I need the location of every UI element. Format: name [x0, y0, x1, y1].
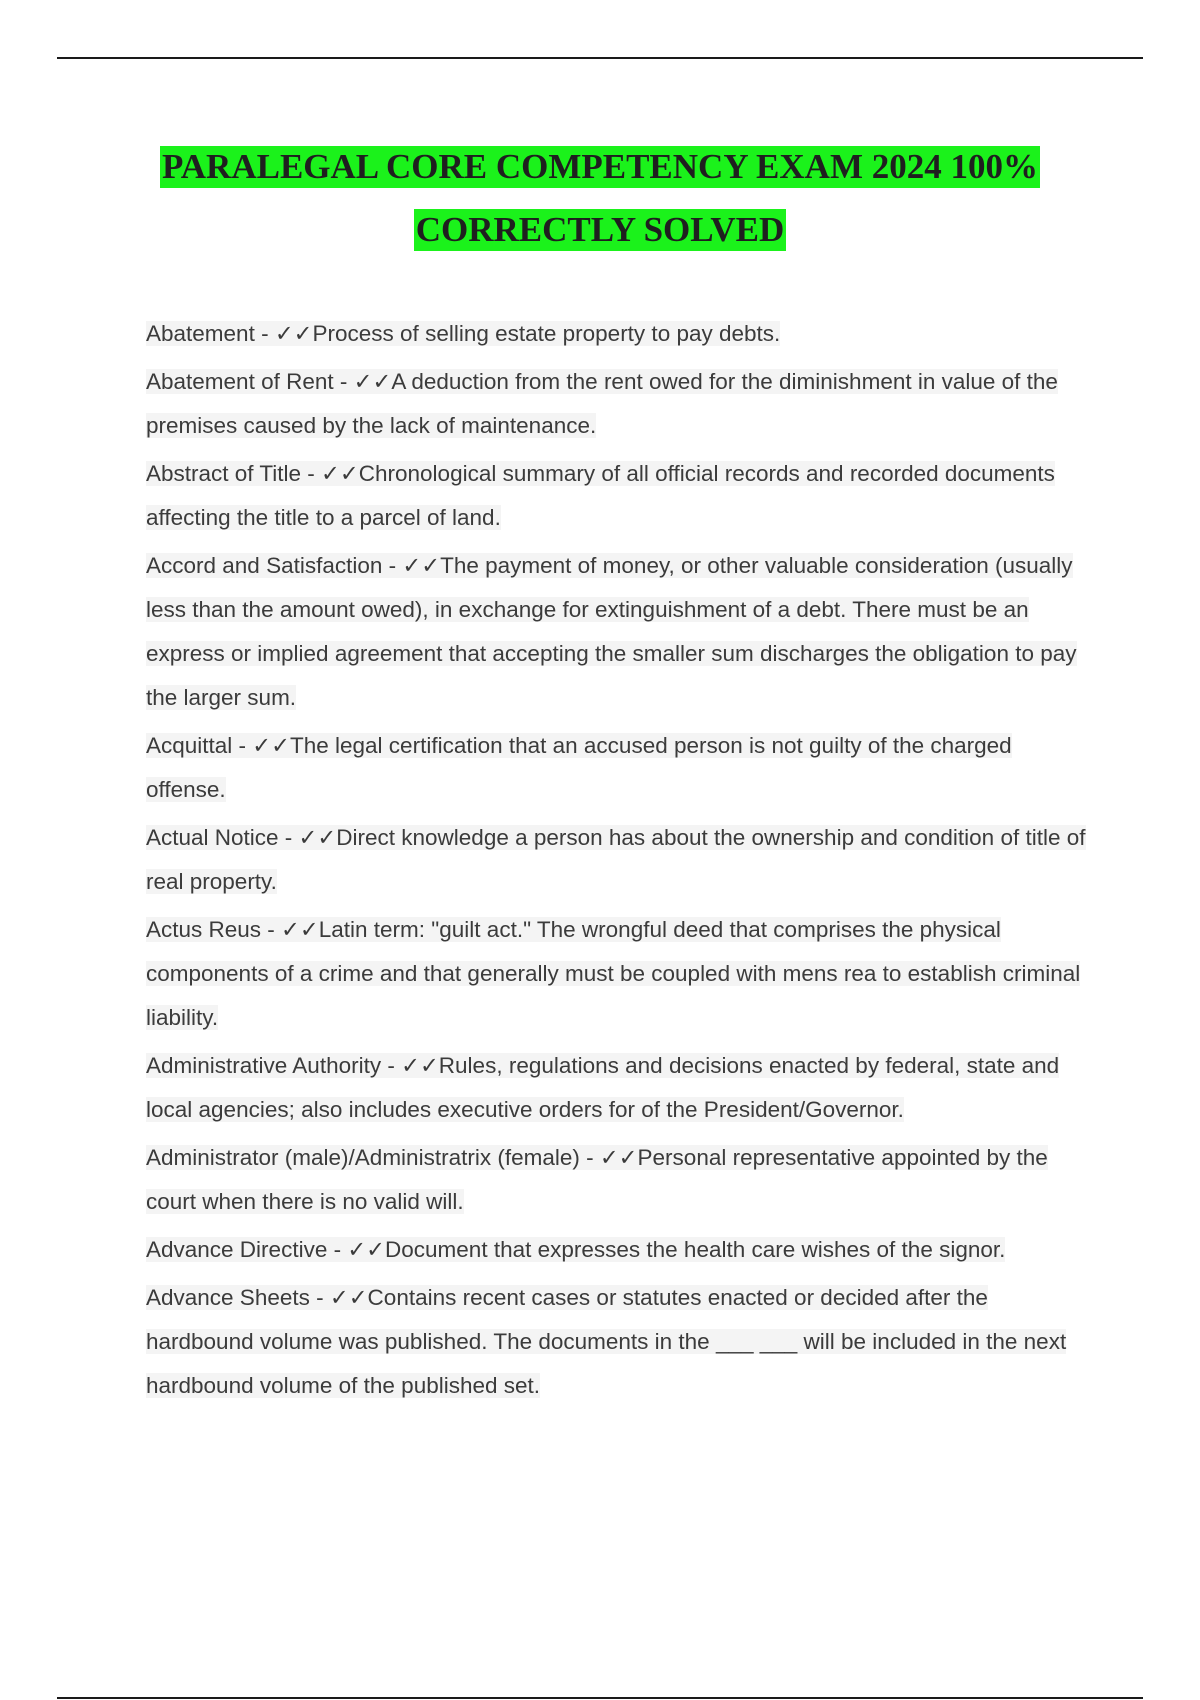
top-rule [57, 57, 1143, 59]
glossary-entry-administrator: Administrator (male)/Administratrix (female) - ✓✓Personal representative appointed by the court when there is no valid will. [146, 1145, 1048, 1214]
glossary-entry-abatement-of-rent: Abatement of Rent - ✓✓A deduction from the rent owed for the diminishment in value of the premises caused by the lack of maintenance. [146, 369, 1058, 438]
glossary-list [146, 312, 1086, 1412]
glossary-entry-actual-notice: Actual Notice - ✓✓Direct knowledge a person has about the ownership and condition of title of real property. [146, 825, 1086, 894]
glossary-entry-administrative-authority: Administrative Authority - ✓✓Rules, regulations and decisions enacted by federal, state and local agencies; also includes executive orders for of the President/Governor. [146, 1053, 1060, 1122]
title-line-1: PARALEGAL CORE COMPETENCY EXAM 2024 100% [162, 147, 1038, 186]
document-title [0, 146, 1200, 251]
title-line-2: CORRECTLY SOLVED [415, 210, 785, 249]
glossary-entry-accord-and-satisfaction: Accord and Satisfaction - ✓✓The payment of money, or other valuable consideration (usually less than the amount owed), in exchange for extinguishment of a debt. There must be an express or implied agreement that accepting the smaller sum discharges the obligation to pay the larger sum. [146, 553, 1077, 710]
glossary-entry-advance-sheets: Advance Sheets - ✓✓Contains recent cases or statutes enacted or decided after the hardbound volume was published. The documents in the ___ ___ will be included in the next hardbound volume of the published set. [146, 1285, 1067, 1398]
glossary-entry-abstract-of-title: Abstract of Title - ✓✓Chronological summary of all official records and recorded documents affecting the title to a parcel of land. [146, 461, 1055, 530]
glossary-entry-advance-directive: Advance Directive - ✓✓Document that expresses the health care wishes of the signor. [146, 1237, 1006, 1262]
glossary-entry-acquittal: Acquittal - ✓✓The legal certification that an accused person is not guilty of the charged offense. [146, 733, 1012, 802]
bottom-rule [57, 1697, 1143, 1699]
glossary-entry-actus-reus: Actus Reus - ✓✓Latin term: "guilt act." The wrongful deed that comprises the physical components of a crime and that generally must be coupled with mens rea to establish criminal liability. [146, 917, 1081, 1030]
glossary-entry-abatement: Abatement - ✓✓Process of selling estate property to pay debts. [146, 321, 781, 346]
